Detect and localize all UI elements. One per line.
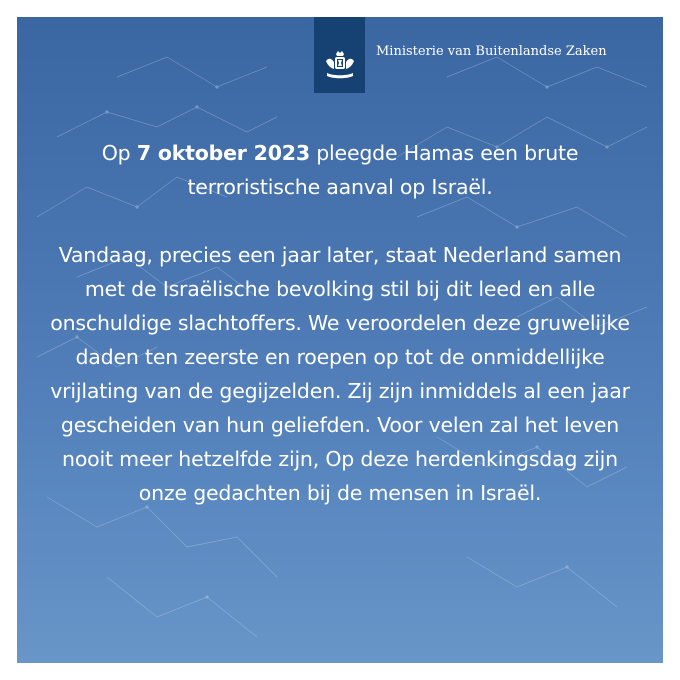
coat-of-arms-icon xyxy=(323,51,357,81)
statement-card xyxy=(17,17,663,663)
statement-text xyxy=(37,136,643,510)
body-paragraph: Vandaag, precies een jaar later, staat Nederland samen met de Israëlische bevolking stil bij dit leed en alle onschuldige slachtoffers. We veroordelen deze gruwelijke daden ten zeerste en roepen op tot de onmiddellijke vrijlating van de gegijzelden. Zij zijn inmiddels al een jaar gescheiden van hun geliefden. Voor velen zal het leven nooit meer hetzelfde zijn, Op deze herdenkingsdag zijn onze gedachten bij de mensen in Israël. xyxy=(50,243,630,505)
intro-date: 7 oktober 2023 xyxy=(136,141,310,165)
intro-suffix: pleegde Hamas een brute terroristische aanval op Israël. xyxy=(187,141,579,199)
ministry-name: Ministerie van Buitenlandse Zaken xyxy=(376,44,607,59)
government-logo-block xyxy=(314,17,365,93)
intro-paragraph xyxy=(37,136,643,204)
intro-prefix: Op xyxy=(101,141,137,165)
